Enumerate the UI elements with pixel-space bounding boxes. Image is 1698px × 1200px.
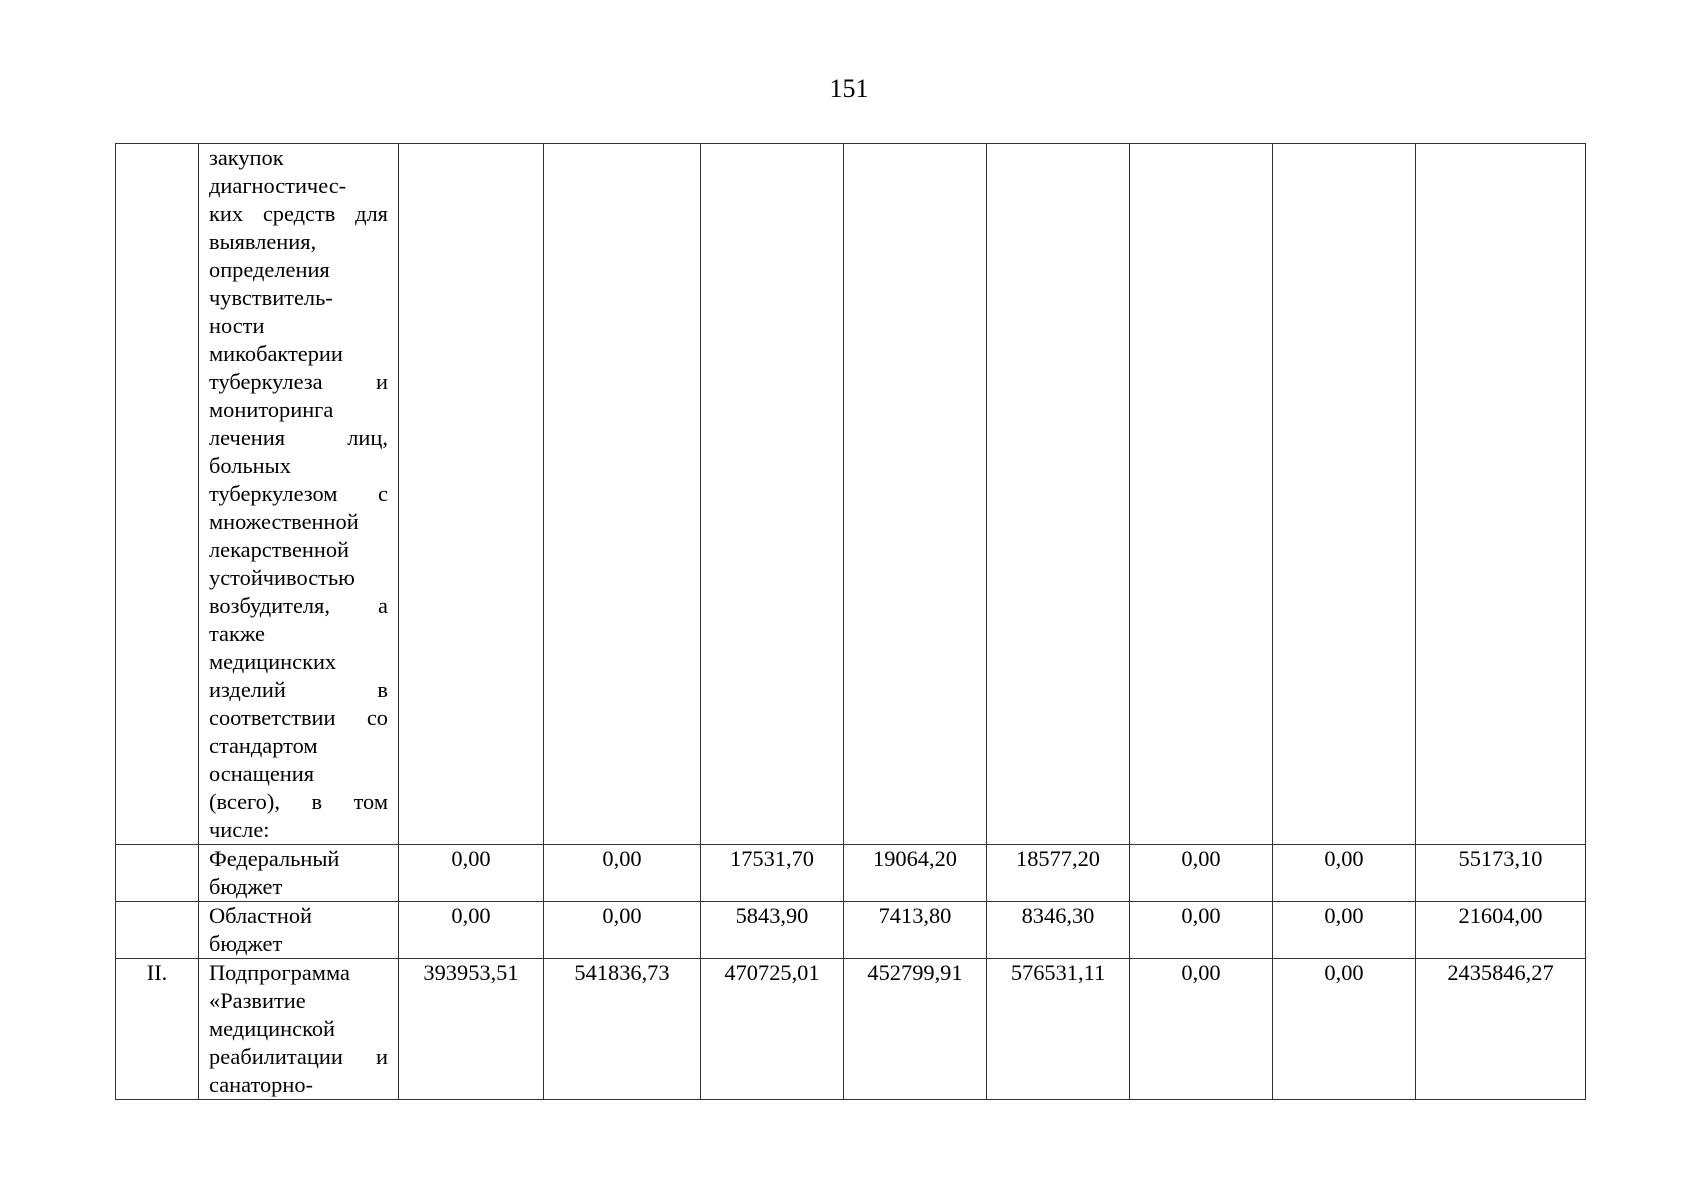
value-cell: 0,00 — [1273, 959, 1416, 1100]
item-name-line: микобактерии — [209, 341, 343, 366]
table-row — [116, 959, 1586, 1100]
value-cell: 2435846,27 — [1416, 959, 1586, 1100]
table-row — [116, 845, 1586, 902]
item-name-line: определения — [209, 257, 330, 282]
row-number-cell: II. — [116, 959, 199, 1100]
item-name-line: ких средств для — [209, 201, 388, 226]
value-cell — [399, 144, 544, 845]
item-name-line: оснащения — [209, 761, 315, 786]
item-name-line: также — [209, 621, 265, 646]
item-name-line: устойчивостью — [209, 565, 355, 590]
value-cell — [844, 144, 987, 845]
value-cell: 7413,80 — [844, 902, 987, 959]
value-cell: 452799,91 — [844, 959, 987, 1100]
value-cell: 0,00 — [1130, 959, 1273, 1100]
value-cell — [1416, 144, 1586, 845]
value-cell — [701, 144, 844, 845]
budget-table — [115, 143, 1586, 1100]
value-cell: 19064,20 — [844, 845, 987, 902]
item-name-line: множественной — [209, 509, 359, 534]
item-name-line: возбудителя, а — [209, 593, 388, 618]
item-name-line: изделий в — [209, 677, 388, 702]
item-name-line: реабилитации и — [209, 1044, 388, 1069]
row-number-cell — [116, 845, 199, 902]
item-name-cell — [199, 959, 399, 1100]
item-name-line: Федеральный — [209, 846, 340, 871]
item-name-line: бюджет — [209, 931, 283, 956]
item-name-line: лекарственной — [209, 537, 350, 562]
value-cell: 470725,01 — [701, 959, 844, 1100]
value-cell — [544, 144, 701, 845]
value-cell: 0,00 — [1130, 845, 1273, 902]
table-row — [116, 144, 1586, 845]
value-cell: 0,00 — [1273, 845, 1416, 902]
value-cell: 393953,51 — [399, 959, 544, 1100]
value-cell: 21604,00 — [1416, 902, 1586, 959]
row-number-cell — [116, 902, 199, 959]
item-name-line: Подпрограмма — [209, 960, 350, 985]
value-cell: 18577,20 — [987, 845, 1130, 902]
item-name-line: туберкулезом с — [209, 481, 388, 506]
item-name-cell — [199, 144, 399, 845]
item-name-line: больных — [209, 453, 291, 478]
value-cell: 5843,90 — [701, 902, 844, 959]
table-row — [116, 902, 1586, 959]
item-name-line: медицинской — [209, 1016, 335, 1041]
item-name-line: бюджет — [209, 874, 283, 899]
value-cell: 55173,10 — [1416, 845, 1586, 902]
item-name-line: чувствитель- — [209, 285, 333, 310]
item-name-line: стандартом — [209, 733, 318, 758]
value-cell — [1273, 144, 1416, 845]
item-name-cell — [199, 845, 399, 902]
item-name-line: диагностичес- — [209, 173, 347, 198]
item-name-line: закупок — [209, 145, 284, 170]
row-number-cell — [116, 144, 199, 845]
item-name-line: лечения лиц, — [209, 425, 388, 450]
value-cell — [987, 144, 1130, 845]
value-cell: 0,00 — [544, 902, 701, 959]
value-cell: 576531,11 — [987, 959, 1130, 1100]
value-cell — [1130, 144, 1273, 845]
item-name-line: числе: — [209, 817, 270, 842]
item-name-line: медицинских — [209, 649, 337, 674]
page-number: 151 — [829, 74, 869, 103]
item-name-line: ности — [209, 313, 265, 338]
value-cell: 0,00 — [1130, 902, 1273, 959]
item-name-cell — [199, 902, 399, 959]
item-name-line: Областной — [209, 903, 312, 928]
value-cell: 17531,70 — [701, 845, 844, 902]
item-name-line: туберкулеза и — [209, 369, 388, 394]
value-cell: 0,00 — [544, 845, 701, 902]
item-name-line: соответствии со — [209, 705, 388, 730]
item-name-line: (всего), в том — [209, 789, 388, 814]
value-cell: 0,00 — [399, 902, 544, 959]
value-cell: 8346,30 — [987, 902, 1130, 959]
value-cell: 0,00 — [1273, 902, 1416, 959]
item-name-line: выявления, — [209, 229, 317, 254]
value-cell: 541836,73 — [544, 959, 701, 1100]
value-cell: 0,00 — [399, 845, 544, 902]
item-name-line: санаторно- — [209, 1072, 314, 1097]
item-name-line: мониторинга — [209, 397, 334, 422]
item-name-line: «Развитие — [209, 988, 306, 1013]
table-body — [116, 144, 1586, 1100]
